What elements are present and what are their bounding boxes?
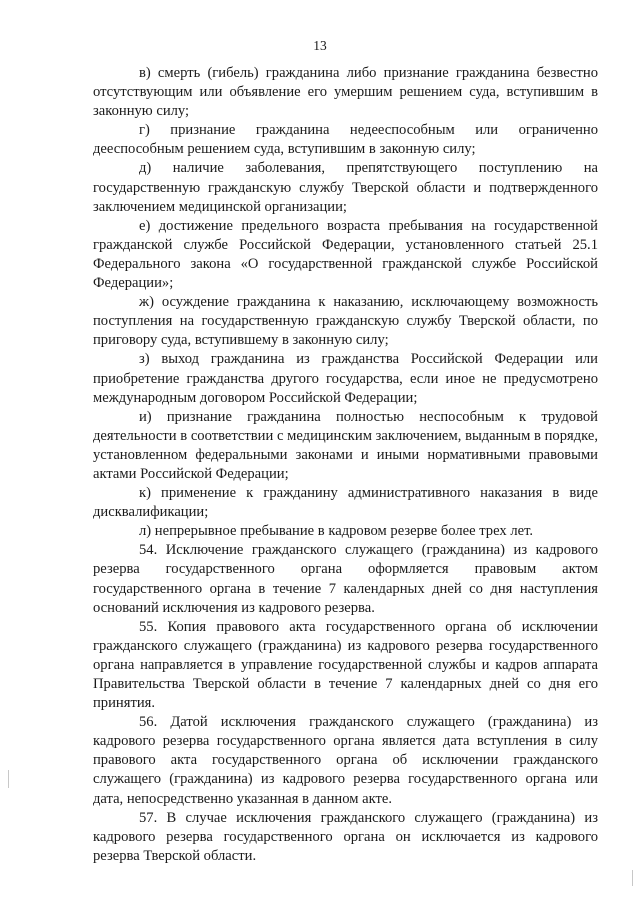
paragraph-e: е) достижение предельного возраста пребывания на государственной гражданской службе Российской Федерации, установленного статьей 25.1 Федерального закона «О государственной гражданской службе Российской Федерации»;	[93, 217, 598, 292]
clause-54: 54. Исключение гражданского служащего (гражданина) из кадрового резерва государственного органа оформляется правовым актом государственного органа в течение 7 календарных дней со дня наступления оснований исключения из кадрового резерва.	[93, 542, 598, 616]
scan-margin-mark-right	[632, 870, 633, 886]
paragraph-zh: ж) осуждение гражданина к наказанию, исключающему возможность поступления на государственную гражданскую службу Тверской области, по приговору суда, вступившему в законную силу;	[93, 294, 598, 349]
clause-55: 55. Копия правового акта государственного органа об исключении гражданского служащего (гражданина) из кадрового резерва государственного органа направляется в управление государственной службы и кадров аппарата Правительства Тверской области в течение 7 календарных дней со дня его принятия.	[93, 618, 598, 712]
paragraph-g: г) признание гражданина недееспособным или ограниченно дееспособным решением суда, вступившим в законную силу;	[93, 122, 598, 158]
clause-57: 57. В случае исключения гражданского служащего (гражданина) из кадрового резерва государственного органа он исключается из кадрового резерва Тверской области.	[93, 809, 598, 864]
paragraph-v: в) смерть (гибель) гражданина либо признание гражданина безвестно отсутствующим или объявление его умершим решением суда, вступившим в законную силу;	[93, 65, 598, 120]
clause-56: 56. Датой исключения гражданского служащего (гражданина) из кадрового резерва государственного органа является дата вступления в силу правового акта государственного органа об исключении гражданского служащего (гражданина) из кадрового резерва государственного органа или дата, непосредственно указанная в данном акте.	[93, 714, 598, 807]
paragraph-z: з) выход гражданина из гражданства Российской Федерации или приобретение гражданства другого государства, если иное не предусмотрено международным договором Российской Федерации;	[93, 351, 598, 406]
document-body	[93, 64, 598, 866]
page-number: 13	[313, 38, 327, 53]
paragraph-l: л) непрерывное пребывание в кадровом резерве более трех лет.	[139, 523, 534, 540]
paragraph-k: к) применение к гражданину административного наказания в виде дисквалификации;	[93, 485, 598, 521]
paragraph-i: и) признание гражданина полностью неспособным к трудовой деятельности в соответствии с медицинским заключением, выданным в порядке, установленном федеральными законами и иными нормативными правовыми актами Российской Федерации;	[93, 408, 598, 482]
paragraph-d: д) наличие заболевания, препятствующего поступлению на государственную гражданскую службу Тверской области и подтвержденного заключением медицинской организации;	[93, 160, 598, 215]
scan-margin-mark-left	[8, 770, 9, 788]
